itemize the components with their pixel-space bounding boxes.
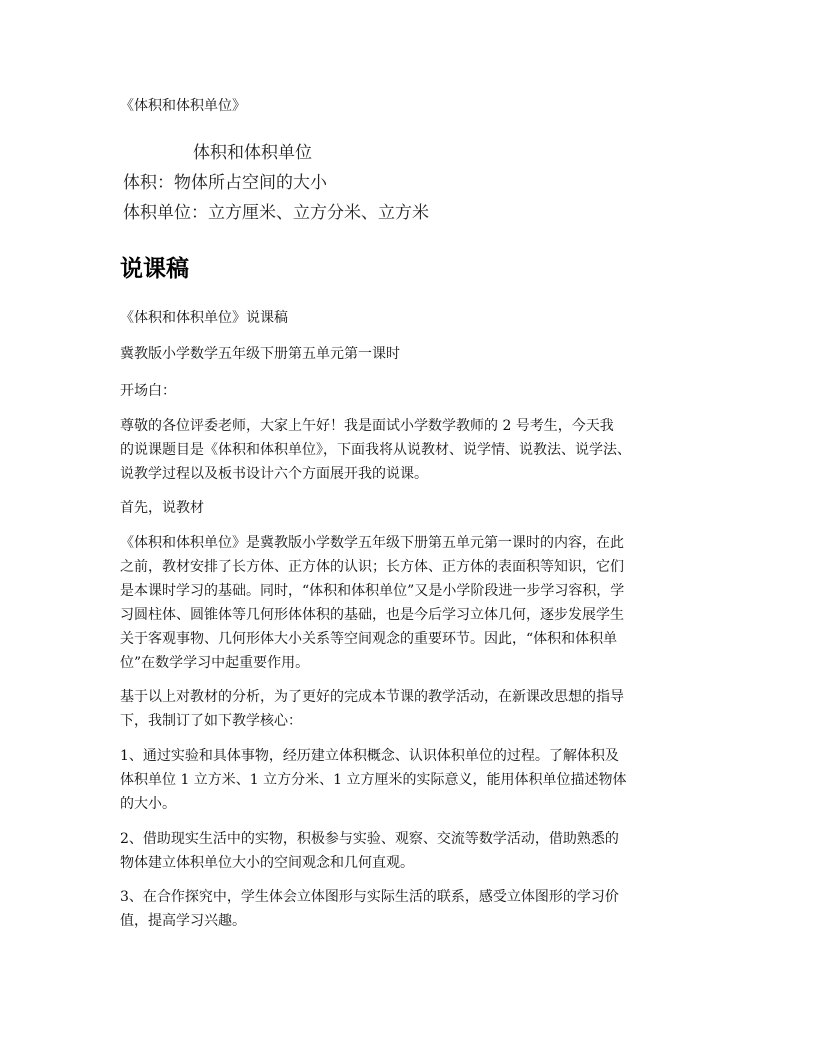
opening-label: 开场白： [120,383,176,399]
blackboard-image [118,130,498,222]
board-line-volume: 体积：物体所占空间的大小 [123,173,327,193]
section1-title: 首先，说教材 [120,500,204,516]
lecture-subtitle: 《体积和体积单位》说课稿 [120,310,288,326]
edition-line: 冀教版小学数学五年级下册第五单元第一课时 [120,346,400,362]
document-title: 《体积和体积单位》 [120,98,246,114]
document-page: 《体积和体积单位》 体积和体积单位 体积：物体所占空间的大小 体积单位：立方厘米、立方分米、立方米 说课稿 《体积和体积单位》说课稿 冀教版小学数学五年级下册第五单元第一课时 开场白： 尊敬的各位评委老师，大家上午好！我是面试小学数学教师的 2 号考生，今天我 的说课题目是《体积和体积单位》，下面我将从说教材、说学情、说教法、说学法、 说教学过程以及板书设计六个方面展开我的说课。 首先，说教材 《体积和体积单位》是冀教版小学数学五年级下册第五单元第一课时的内容，在此 之前，教材安排了长方体、正方体的认识；长方体、正方体的表面积等知识，它们 是本课时学习的基础。同时，“体积和体积单位”又是小学阶段进一步学习容积，学 习圆柱体、圆锥体等几何形体体积的基础，也是今后学习立体几何，逐步发展学生 关于客观事物、几何形体大小关系等空间观念的重要环节。因此，“体积和体积单 位”在数学学习中起重要作用。 基于以上对教材的分析，为了更好的完成本节课的教学活动，在新课改思想的指导 下，我制订了如下教学核心： 1、通过实验和具体事物，经历建立体积概念、认识体积单位的过程。了解体积及 体积单位 1 立方米、1 立方分米、1 立方厘米的实际意义，能用体积单位描述物体 的大小。 2、借助现实生活中的实物，积极参与实验、观察、交流等数学活动，借助熟悉的 物体建立体积单位大小的空间观念和几何直观。 3、在合作探究中，学生体会立体图形与实际生活的联系，感受立体图形的学习价 值，提高学习兴趣。 [0,0,816,1056]
board-line-units: 体积单位：立方厘米、立方分米、立方米 [123,203,429,223]
section-heading: 说课稿 [120,256,189,282]
board-title: 体积和体积单位 [193,143,312,163]
